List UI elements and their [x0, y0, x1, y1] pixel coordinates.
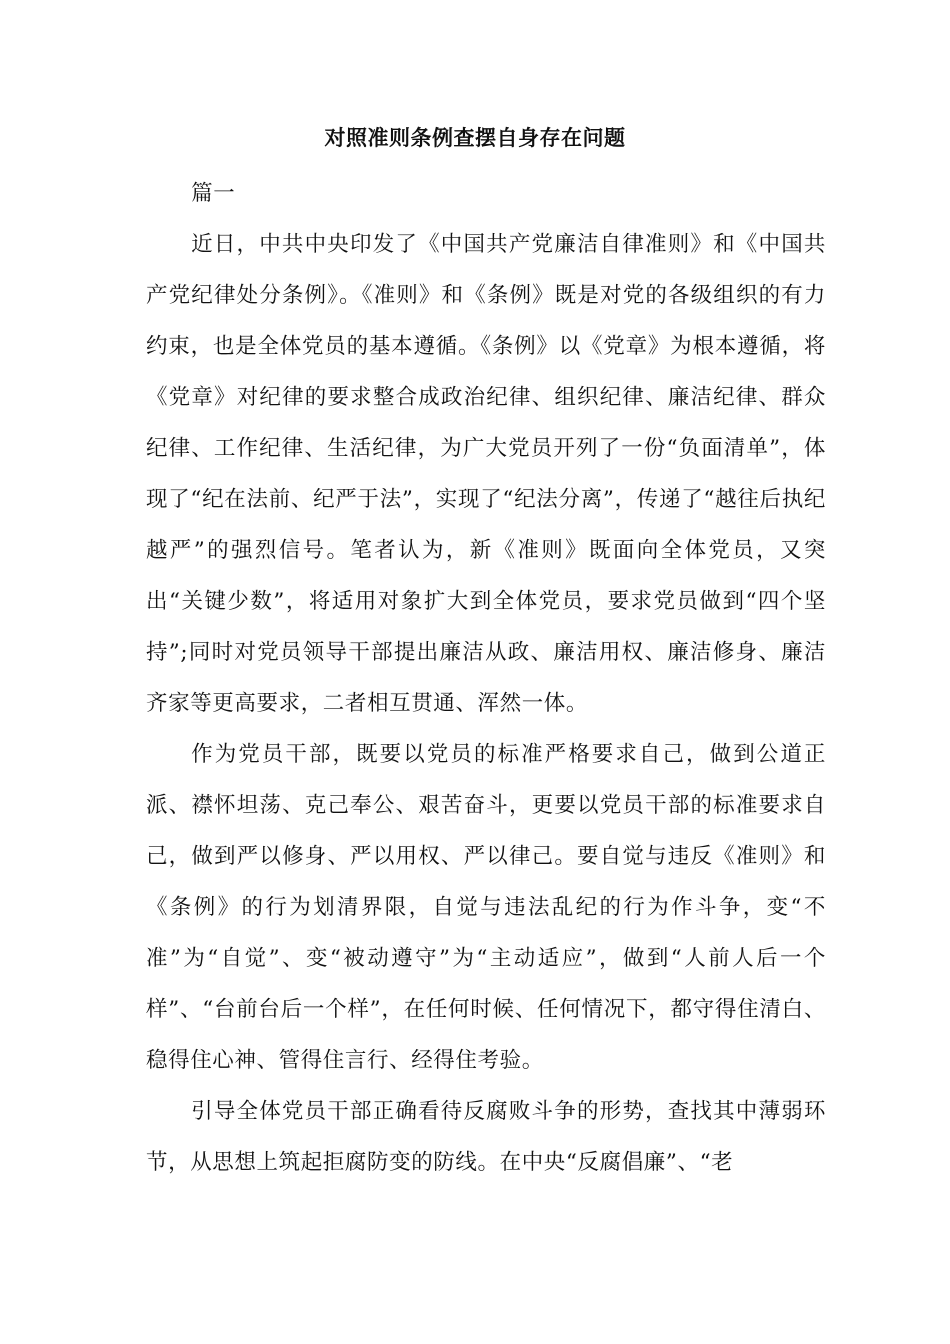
document-title: 对照准则条例查摆自身存在问题: [324, 125, 626, 150]
paragraph-1: 近日，中共中央印发了《中国共产党廉洁自律准则》和《中国共产党纪律处分条例》。《准则》和《条例》既是对党的各级组织的有力约束，也是全体党员的基本遵循。《条例》以《党章》为根本遵循，将《党章》对纪律的要求整合成政治纪律、组织纪律、廉洁纪律、群众纪律、工作纪律、生活纪律，为广大党员开列了一份“负面清单”，体现了“纪在法前、纪严于法”，实现了“纪法分离”，传递了“越往后执纪越严”的强烈信号。笔者认为，新《准则》既面向全体党员，又突出“关键少数”，将适用对象扩大到全体党员，要求党员做到“四个坚持”;同时对党员领导干部提出廉洁从政、廉洁用权、廉洁修身、廉洁齐家等更高要求，二者相互贯通、浑然一体。: [146, 232, 826, 716]
paragraph-2: 作为党员干部，既要以党员的标准严格要求自己，做到公道正派、襟怀坦荡、克己奉公、艰苦奋斗，更要以党员干部的标准要求自己，做到严以修身、严以用权、严以律己。要自觉与违反《准则》和《条例》的行为划清界限，自觉与违法乱纪的行为作斗争，变“不准”为“自觉”、变“被动遵守”为“主动适应”，做到“人前人后一个样”、“台前台后一个样”，在任何时候、任何情况下，都守得住清白、稳得住心神、管得住言行、经得住考验。: [146, 742, 826, 1073]
paragraph-3: 引导全体党员干部正确看待反腐败斗争的形势，查找其中薄弱环节，从思想上筑起拒腐防变的防线。在中央“反腐倡廉”、“老: [146, 1099, 826, 1175]
document-body: [146, 168, 826, 1188]
section-label: 篇一: [191, 181, 236, 206]
